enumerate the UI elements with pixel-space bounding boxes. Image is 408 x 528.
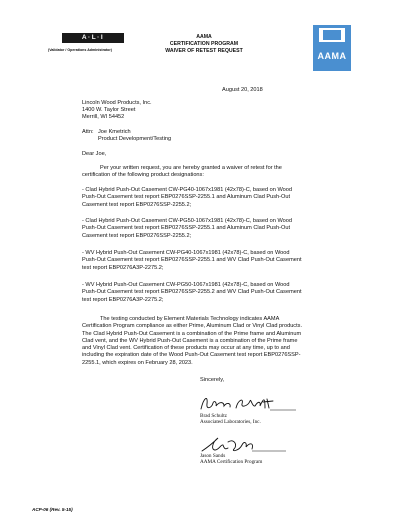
header-aama: AAMA <box>196 34 212 40</box>
item-line: - Clad Hybrid Push-Out Casement CW-PG40-1067x1981 (42x78)-C, based on Wood <box>82 187 292 193</box>
signer2-name: Jason Sands <box>200 453 226 459</box>
item-line: Push-Out Casement test report EBP0276SSP-2255.1 and Aluminum Clad Push-Out <box>82 194 291 201</box>
item-line: Push-Out Casement test report EBP0276SSP-2255.2 and WV Clad Push-Out Casement <box>82 289 302 296</box>
item-line: Casement test report EBP0276SSP-2255.2; <box>82 201 192 208</box>
item-line: Push-Out Casement test report EBP0276SSP-2255.1 and Aluminum Clad Push-Out <box>82 225 291 232</box>
form-number: ACP-06 (Rev. 5-15) <box>32 507 73 512</box>
svg-text:AAMA: AAMA <box>317 51 347 61</box>
validator-caption: (Validator / Operations Administrator) <box>48 48 112 52</box>
signature-jason-sands <box>198 433 288 455</box>
address-line: Merrill, WI 54452 <box>82 114 125 120</box>
salutation: Dear Joe, <box>82 151 107 157</box>
item-line: - WV Hybrid Push-Out Casement CW-PG40-1067x1981 (42x78)-C, based on Wood <box>82 250 290 256</box>
attn-title: Product Development/Testing <box>98 136 172 142</box>
ali-logo: A·L·I <box>62 33 124 43</box>
address-line: Lincoln Wood Products, Inc. <box>82 100 152 106</box>
intro-line: certification of the following product designations: <box>82 172 204 178</box>
closing-line: Clad vent, and the WV Hybrid Push-Out Casement is a combination of the Prime frame <box>82 337 298 344</box>
letter-date: August 20, 2018 <box>222 87 263 93</box>
signer1-name: Brad Schultz <box>200 413 227 419</box>
product-item <box>82 250 344 272</box>
item-line: test report EBP0276A3P-2275.2; <box>82 264 164 271</box>
closing-line: and Vinyl Clad vent. Certification of these products may occur at any time, up to and <box>82 345 290 352</box>
aama-logo <box>313 25 351 71</box>
product-item <box>82 282 344 304</box>
closing-line: 2255.1, which expires on February 28, 2023. <box>82 359 193 366</box>
closing-line: The Clad Hybrid Push-Out Casement is a combination of the Prime frame and Aluminum <box>82 330 302 337</box>
signature-brad-schultz <box>198 393 298 415</box>
item-line: test report EBP0276A3P-2275.2; <box>82 296 164 303</box>
intro-line: Per your written request, you are hereby granted a waiver of retest for the <box>100 165 282 171</box>
product-item <box>82 218 344 240</box>
product-item <box>82 187 344 209</box>
address-line: 1400 W. Taylor Street <box>82 107 136 113</box>
item-line: Casement test report EBP0276SSP-2255.2; <box>82 232 192 239</box>
closing-line: Certification Program compliance as either Prime, Aluminum Clad or Vinyl Clad products. <box>82 323 303 330</box>
signer2-org: AAMA Certification Program <box>200 459 263 465</box>
attn-name: Joe Kmetrich <box>98 129 131 135</box>
attn-label: Attn: <box>82 129 94 135</box>
closing-line: including the expiration date of the Wood Push-Out Casement test report EBP0276SSP- <box>82 352 301 359</box>
signer1-org: Associated Laboratories, Inc. <box>200 419 261 425</box>
header-program: CERTIFICATION PROGRAM <box>169 41 239 47</box>
item-line: - WV Hybrid Push-Out Casement CW-PG50-1067x1981 (42x78)-C, based on Wood <box>82 282 290 288</box>
sincerely: Sincerely, <box>200 377 225 383</box>
header-waiver-title: WAIVER OF RETEST REQUEST <box>165 48 243 54</box>
closing-line: The testing conducted by Element Materials Technology indicates AAMA <box>100 316 280 322</box>
item-line: - Clad Hybrid Push-Out Casement CW-PG50-1067x1981 (42x78)-C, based on Wood <box>82 218 292 224</box>
closing-paragraph <box>82 316 344 367</box>
item-line: Push-Out Casement test report EBP0276SSP-2255.1 and WV Clad Push-Out Casement <box>82 257 302 264</box>
